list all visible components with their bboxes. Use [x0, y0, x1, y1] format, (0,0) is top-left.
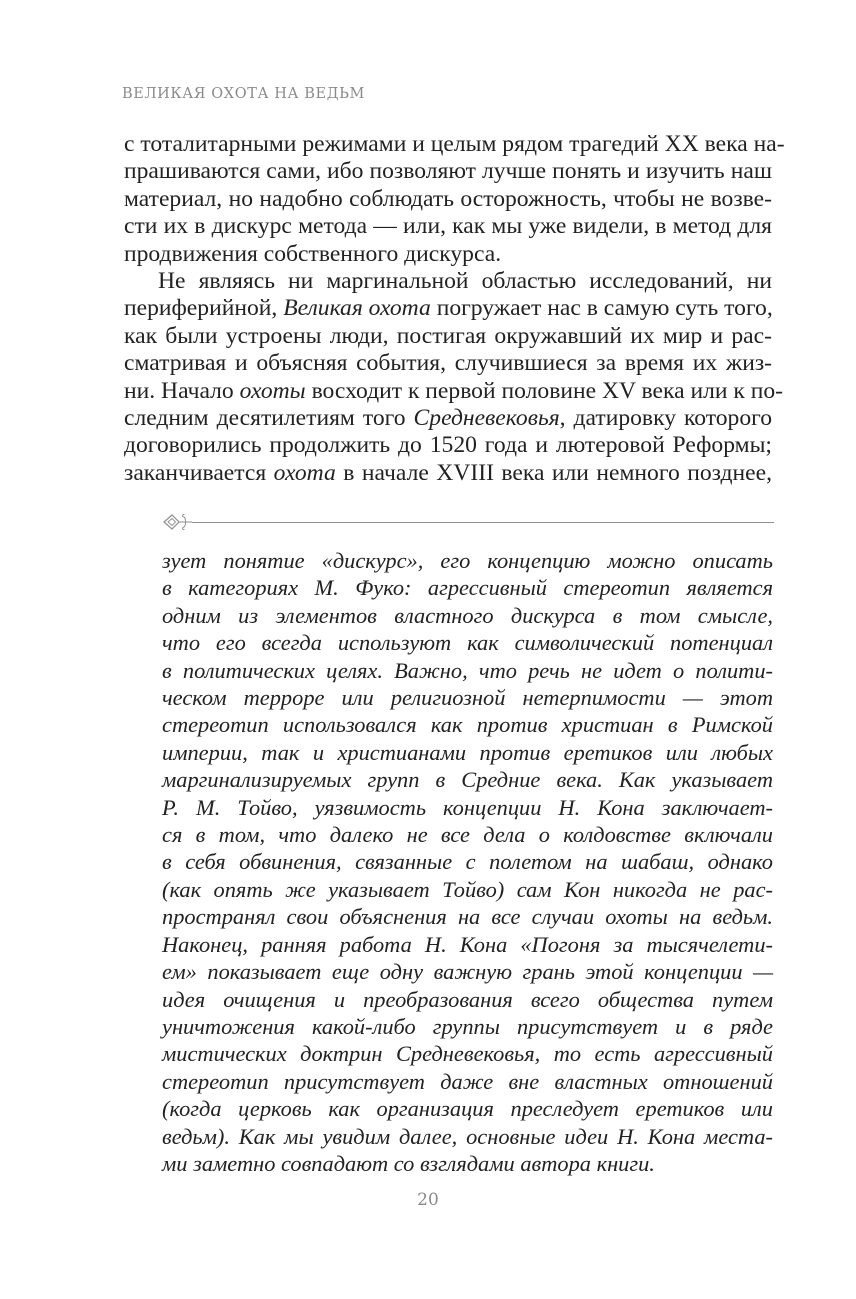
- footnote-line: Р. М. Тойво, уязвимость концепции Н. Кона заключает-: [162, 794, 773, 820]
- ornament-icon: [162, 512, 196, 532]
- footnote-separator: [162, 512, 774, 532]
- footnote-line: (как опять же указывает Тойво) сам Кон никогда не рас-: [162, 876, 773, 902]
- italic-term: Средневековья: [413, 405, 560, 432]
- text-line: [124, 405, 772, 432]
- text-run: восходит к первой половине XV века или к по-: [305, 377, 784, 404]
- footnote-line: в себя обвинения, связанные с полетом на шабаш, однако: [162, 849, 773, 875]
- footnote-text: [162, 547, 773, 1177]
- italic-title: Великая охота: [283, 295, 431, 322]
- text-run: , датировку которого: [559, 405, 773, 432]
- text-run: погружает нас в самую суть того,: [430, 295, 773, 322]
- italic-term: охоты: [239, 377, 306, 404]
- text-line: материал, но надобно соблюдать осторожность, чтобы не возве-: [124, 185, 772, 212]
- main-text: [124, 131, 785, 487]
- footnote-line: (когда церковь как организация преследует еретиков или: [162, 1096, 773, 1122]
- footnote-line: Наконец, ранняя работа Н. Кона «Погоня за тысячелети-: [162, 931, 773, 957]
- text-line: [124, 460, 772, 487]
- text-line: как были устроены люди, постигая окружавший их мир и рас-: [124, 322, 772, 349]
- text-line: договорились продолжить до 1520 года и лютеровой Реформы;: [124, 432, 772, 459]
- footnote-line: уничтожения какой-либо группы присутствует и в ряде: [162, 1013, 773, 1039]
- page-number: 20: [417, 1190, 439, 1210]
- footnote-line: ся в том, что далеко не все дела о колдовстве включали: [162, 822, 773, 848]
- footnote-line: ческом терроре или религиозной нетерпимости — этот: [162, 685, 773, 711]
- footnote-line: ведьм). Как мы увидим далее, основные идеи Н. Кона места-: [162, 1123, 773, 1149]
- footnote-line: зует понятие «дискурс», его концепцию можно описать: [162, 548, 773, 573]
- text-run: заканчивается: [124, 459, 274, 486]
- text-run: в начале XVIII века или немного позднее,: [335, 459, 772, 486]
- footnote-line: стереотип использовался как против христиан в Римской: [162, 712, 773, 738]
- text-line: сматривая и объясняя события, случившиеся за время их жиз-: [124, 350, 772, 377]
- paragraph-1: [124, 131, 785, 268]
- footnote-line: маргинализируемых групп в Средние века. Как указывает: [162, 767, 773, 793]
- footnote-line: что его всегда используют как символический потенциал: [162, 630, 773, 656]
- text-line: [124, 377, 784, 405]
- text-line: Не являясь ни маргинальной областью исследований, ни: [158, 268, 772, 295]
- text-line: [124, 295, 772, 322]
- text-line: сти их в дискурс метода — или, как мы уже видели, в метод для: [124, 213, 772, 240]
- footnote-line: империи, так и христианами против еретиков или любых: [162, 739, 773, 765]
- footnote-line: в политических целях. Важно, что речь не идет о полити-: [162, 657, 773, 683]
- footnote-line: ми заметно совпадают со взглядами автора книги.: [162, 1150, 655, 1176]
- text-run: следним десятилетиям того: [124, 405, 414, 432]
- footnote-line: одним из элементов властного дискурса в том смысле,: [162, 602, 773, 628]
- footnote-line: идея очищения и преобразования всего общества путем: [162, 986, 773, 1012]
- footnote-line: в категориях М. Фуко: агрессивный стереотип является: [162, 575, 773, 601]
- footnote-line: ем» показывает еще одну важную грань этой концепции —: [162, 959, 773, 985]
- paragraph-2: [124, 268, 784, 487]
- text-line: прашиваются сами, ибо позволяют лучше понять и изучить наш: [124, 158, 772, 185]
- footnote-line: пространял свои объяснения на все случаи охоты на ведьм.: [162, 904, 773, 930]
- running-head: ВЕЛИКАЯ ОХОТА НА ВЕДЬМ: [122, 86, 365, 102]
- italic-term: охота: [273, 459, 336, 486]
- footnote-line: мистических доктрин Средневековья, то есть агрессивный: [162, 1041, 773, 1067]
- text-run: ни. Начало: [124, 377, 240, 404]
- text-line: с тоталитарными режимами и целым рядом трагедий XX века на-: [124, 131, 785, 157]
- footnote-line: стереотип присутствует даже вне властных отношений: [162, 1068, 773, 1094]
- text-line: продвижения собственного дискурса.: [124, 240, 502, 267]
- separator-rule: [192, 522, 774, 523]
- text-run: периферийной,: [124, 295, 284, 322]
